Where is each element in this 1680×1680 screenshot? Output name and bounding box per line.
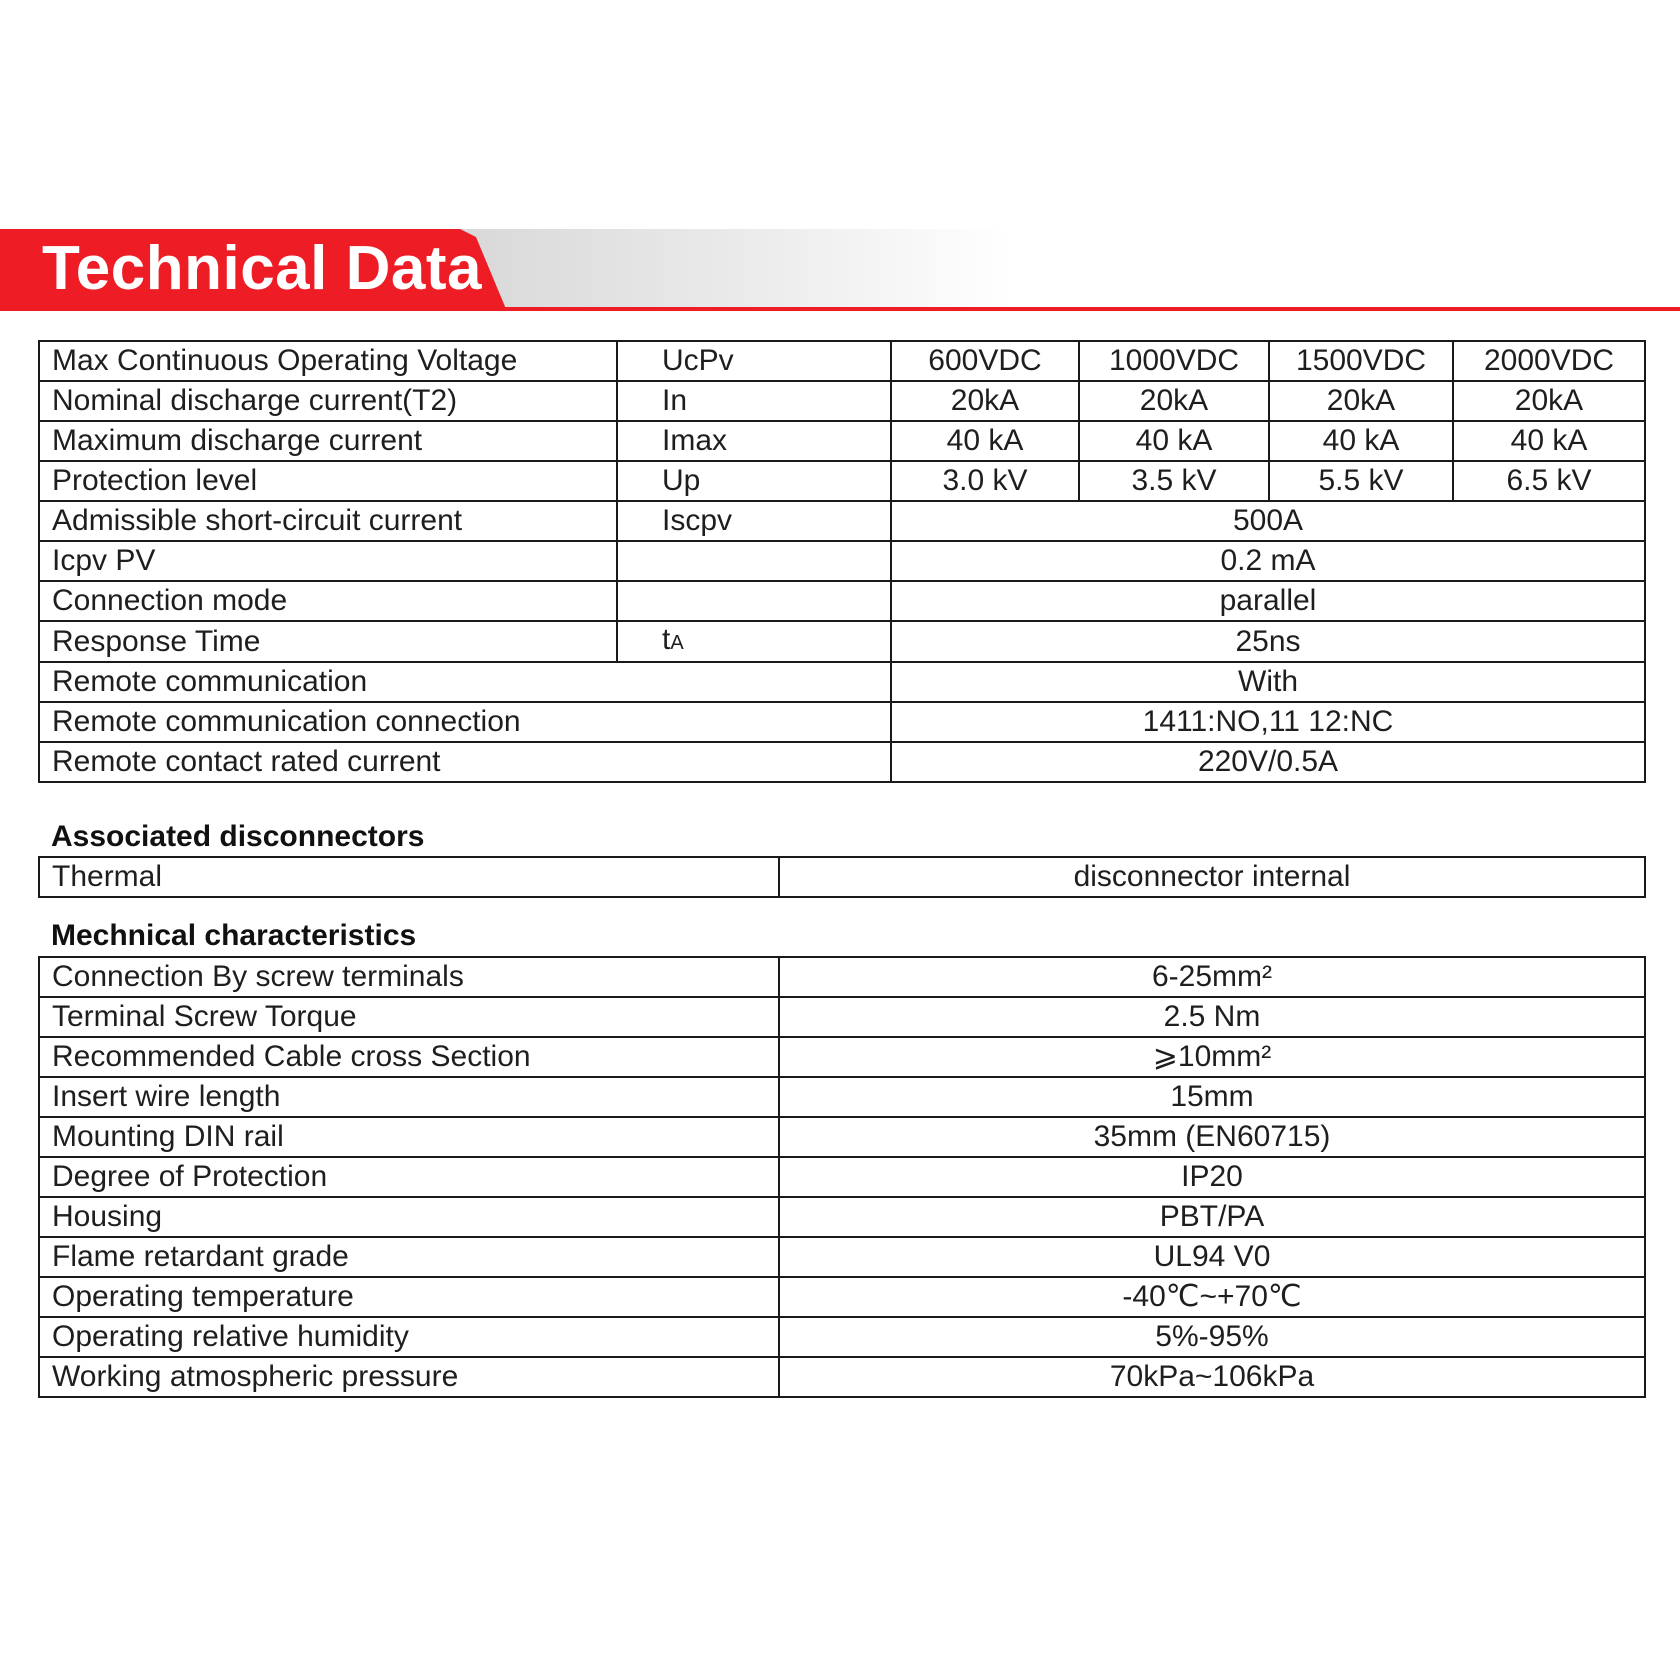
spec-label: Icpv PV	[39, 541, 617, 581]
section-title-mechanical: Mechnical characteristics	[51, 919, 417, 952]
table-row	[39, 501, 1645, 541]
table-row	[39, 1237, 1645, 1277]
spec-symbol	[617, 541, 891, 581]
spec-label: Remote communication	[39, 662, 891, 702]
spec-label: Mounting DIN rail	[39, 1117, 779, 1157]
spec-label: Terminal Screw Torque	[39, 997, 779, 1037]
spec-label: Protection level	[39, 461, 617, 501]
table-row	[39, 957, 1645, 997]
spec-label: Remote communication connection	[39, 702, 891, 742]
spec-label: Flame retardant grade	[39, 1237, 779, 1277]
table-row	[39, 1037, 1645, 1077]
table-row	[39, 421, 1645, 461]
spec-value: 2000VDC	[1453, 341, 1645, 381]
spec-value: 600VDC	[891, 341, 1079, 381]
spec-value: UL94 V0	[779, 1237, 1645, 1277]
spec-label: Operating temperature	[39, 1277, 779, 1317]
page-title: Technical Data	[42, 234, 483, 303]
spec-label: Connection mode	[39, 581, 617, 621]
table-row	[39, 742, 1645, 782]
spec-value: 5.5 kV	[1269, 461, 1453, 501]
spec-value: 40 kA	[1453, 421, 1645, 461]
table-row	[39, 461, 1645, 501]
spec-value: 35mm (EN60715)	[779, 1117, 1645, 1157]
spec-label: Thermal	[39, 857, 779, 897]
table-row	[39, 621, 1645, 662]
spec-symbol	[617, 581, 891, 621]
table-row	[39, 581, 1645, 621]
spec-label: Degree of Protection	[39, 1157, 779, 1197]
spec-label: Insert wire length	[39, 1077, 779, 1117]
spec-symbol: Up	[617, 461, 891, 501]
title-banner	[0, 229, 1680, 313]
table-row	[39, 1277, 1645, 1317]
spec-label: Connection By screw terminals	[39, 957, 779, 997]
symbol-subscript: A	[670, 632, 684, 654]
spec-value: 0.2 mA	[891, 541, 1645, 581]
spec-symbol: Iscpv	[617, 501, 891, 541]
spec-value: 1500VDC	[1269, 341, 1453, 381]
spec-value: 70kPa~106kPa	[779, 1357, 1645, 1397]
spec-label: Response Time	[39, 621, 617, 662]
spec-symbol	[617, 621, 891, 662]
spec-value: 6-25mm²	[779, 957, 1645, 997]
spec-value: parallel	[891, 581, 1645, 621]
table-row	[39, 1157, 1645, 1197]
table-row	[39, 381, 1645, 421]
spec-value: 40 kA	[1269, 421, 1453, 461]
spec-value: 15mm	[779, 1077, 1645, 1117]
table-row	[39, 341, 1645, 381]
spec-value: ⩾10mm²	[779, 1037, 1645, 1077]
mechanical-spec-table	[38, 956, 1646, 1398]
electrical-spec-table	[38, 340, 1646, 783]
spec-value: 25ns	[891, 621, 1645, 662]
spec-value: 3.0 kV	[891, 461, 1079, 501]
table-row	[39, 1117, 1645, 1157]
spec-value: 6.5 kV	[1453, 461, 1645, 501]
spec-label: Nominal discharge current(T2)	[39, 381, 617, 421]
spec-value: IP20	[779, 1157, 1645, 1197]
spec-value: 1000VDC	[1079, 341, 1269, 381]
spec-value: 1411:NO,11 12:NC	[891, 702, 1645, 742]
table-row	[39, 857, 1645, 897]
spec-value: -40℃~+70℃	[779, 1277, 1645, 1317]
spec-value: 20kA	[1079, 381, 1269, 421]
spec-label: Operating relative humidity	[39, 1317, 779, 1357]
spec-symbol: In	[617, 381, 891, 421]
spec-value: PBT/PA	[779, 1197, 1645, 1237]
spec-value: 20kA	[1269, 381, 1453, 421]
spec-label: Working atmospheric pressure	[39, 1357, 779, 1397]
banner-gradient	[460, 229, 1680, 307]
table-row	[39, 702, 1645, 742]
spec-value: disconnector internal	[779, 857, 1645, 897]
spec-label: Max Continuous Operating Voltage	[39, 341, 617, 381]
table-row	[39, 662, 1645, 702]
spec-value: With	[891, 662, 1645, 702]
spec-value: 40 kA	[1079, 421, 1269, 461]
spec-label: Admissible short-circuit current	[39, 501, 617, 541]
table-row	[39, 541, 1645, 581]
table-row	[39, 997, 1645, 1037]
spec-label: Maximum discharge current	[39, 421, 617, 461]
spec-value: 220V/0.5A	[891, 742, 1645, 782]
spec-symbol: UcPv	[617, 341, 891, 381]
table-row	[39, 1317, 1645, 1357]
spec-label: Recommended Cable cross Section	[39, 1037, 779, 1077]
symbol-main: t	[662, 623, 671, 656]
spec-label: Remote contact rated current	[39, 742, 891, 782]
table-row	[39, 1357, 1645, 1397]
spec-value: 20kA	[891, 381, 1079, 421]
disconnectors-table	[38, 856, 1646, 898]
spec-value: 5%-95%	[779, 1317, 1645, 1357]
table-row	[39, 1077, 1645, 1117]
section-title-disconnectors: Associated disconnectors	[51, 820, 425, 853]
table-row	[39, 1197, 1645, 1237]
spec-symbol: Imax	[617, 421, 891, 461]
banner-underline	[0, 307, 1680, 311]
spec-value: 20kA	[1453, 381, 1645, 421]
spec-value: 40 kA	[891, 421, 1079, 461]
spec-value: 3.5 kV	[1079, 461, 1269, 501]
spec-value: 500A	[891, 501, 1645, 541]
spec-label: Housing	[39, 1197, 779, 1237]
spec-value: 2.5 Nm	[779, 997, 1645, 1037]
